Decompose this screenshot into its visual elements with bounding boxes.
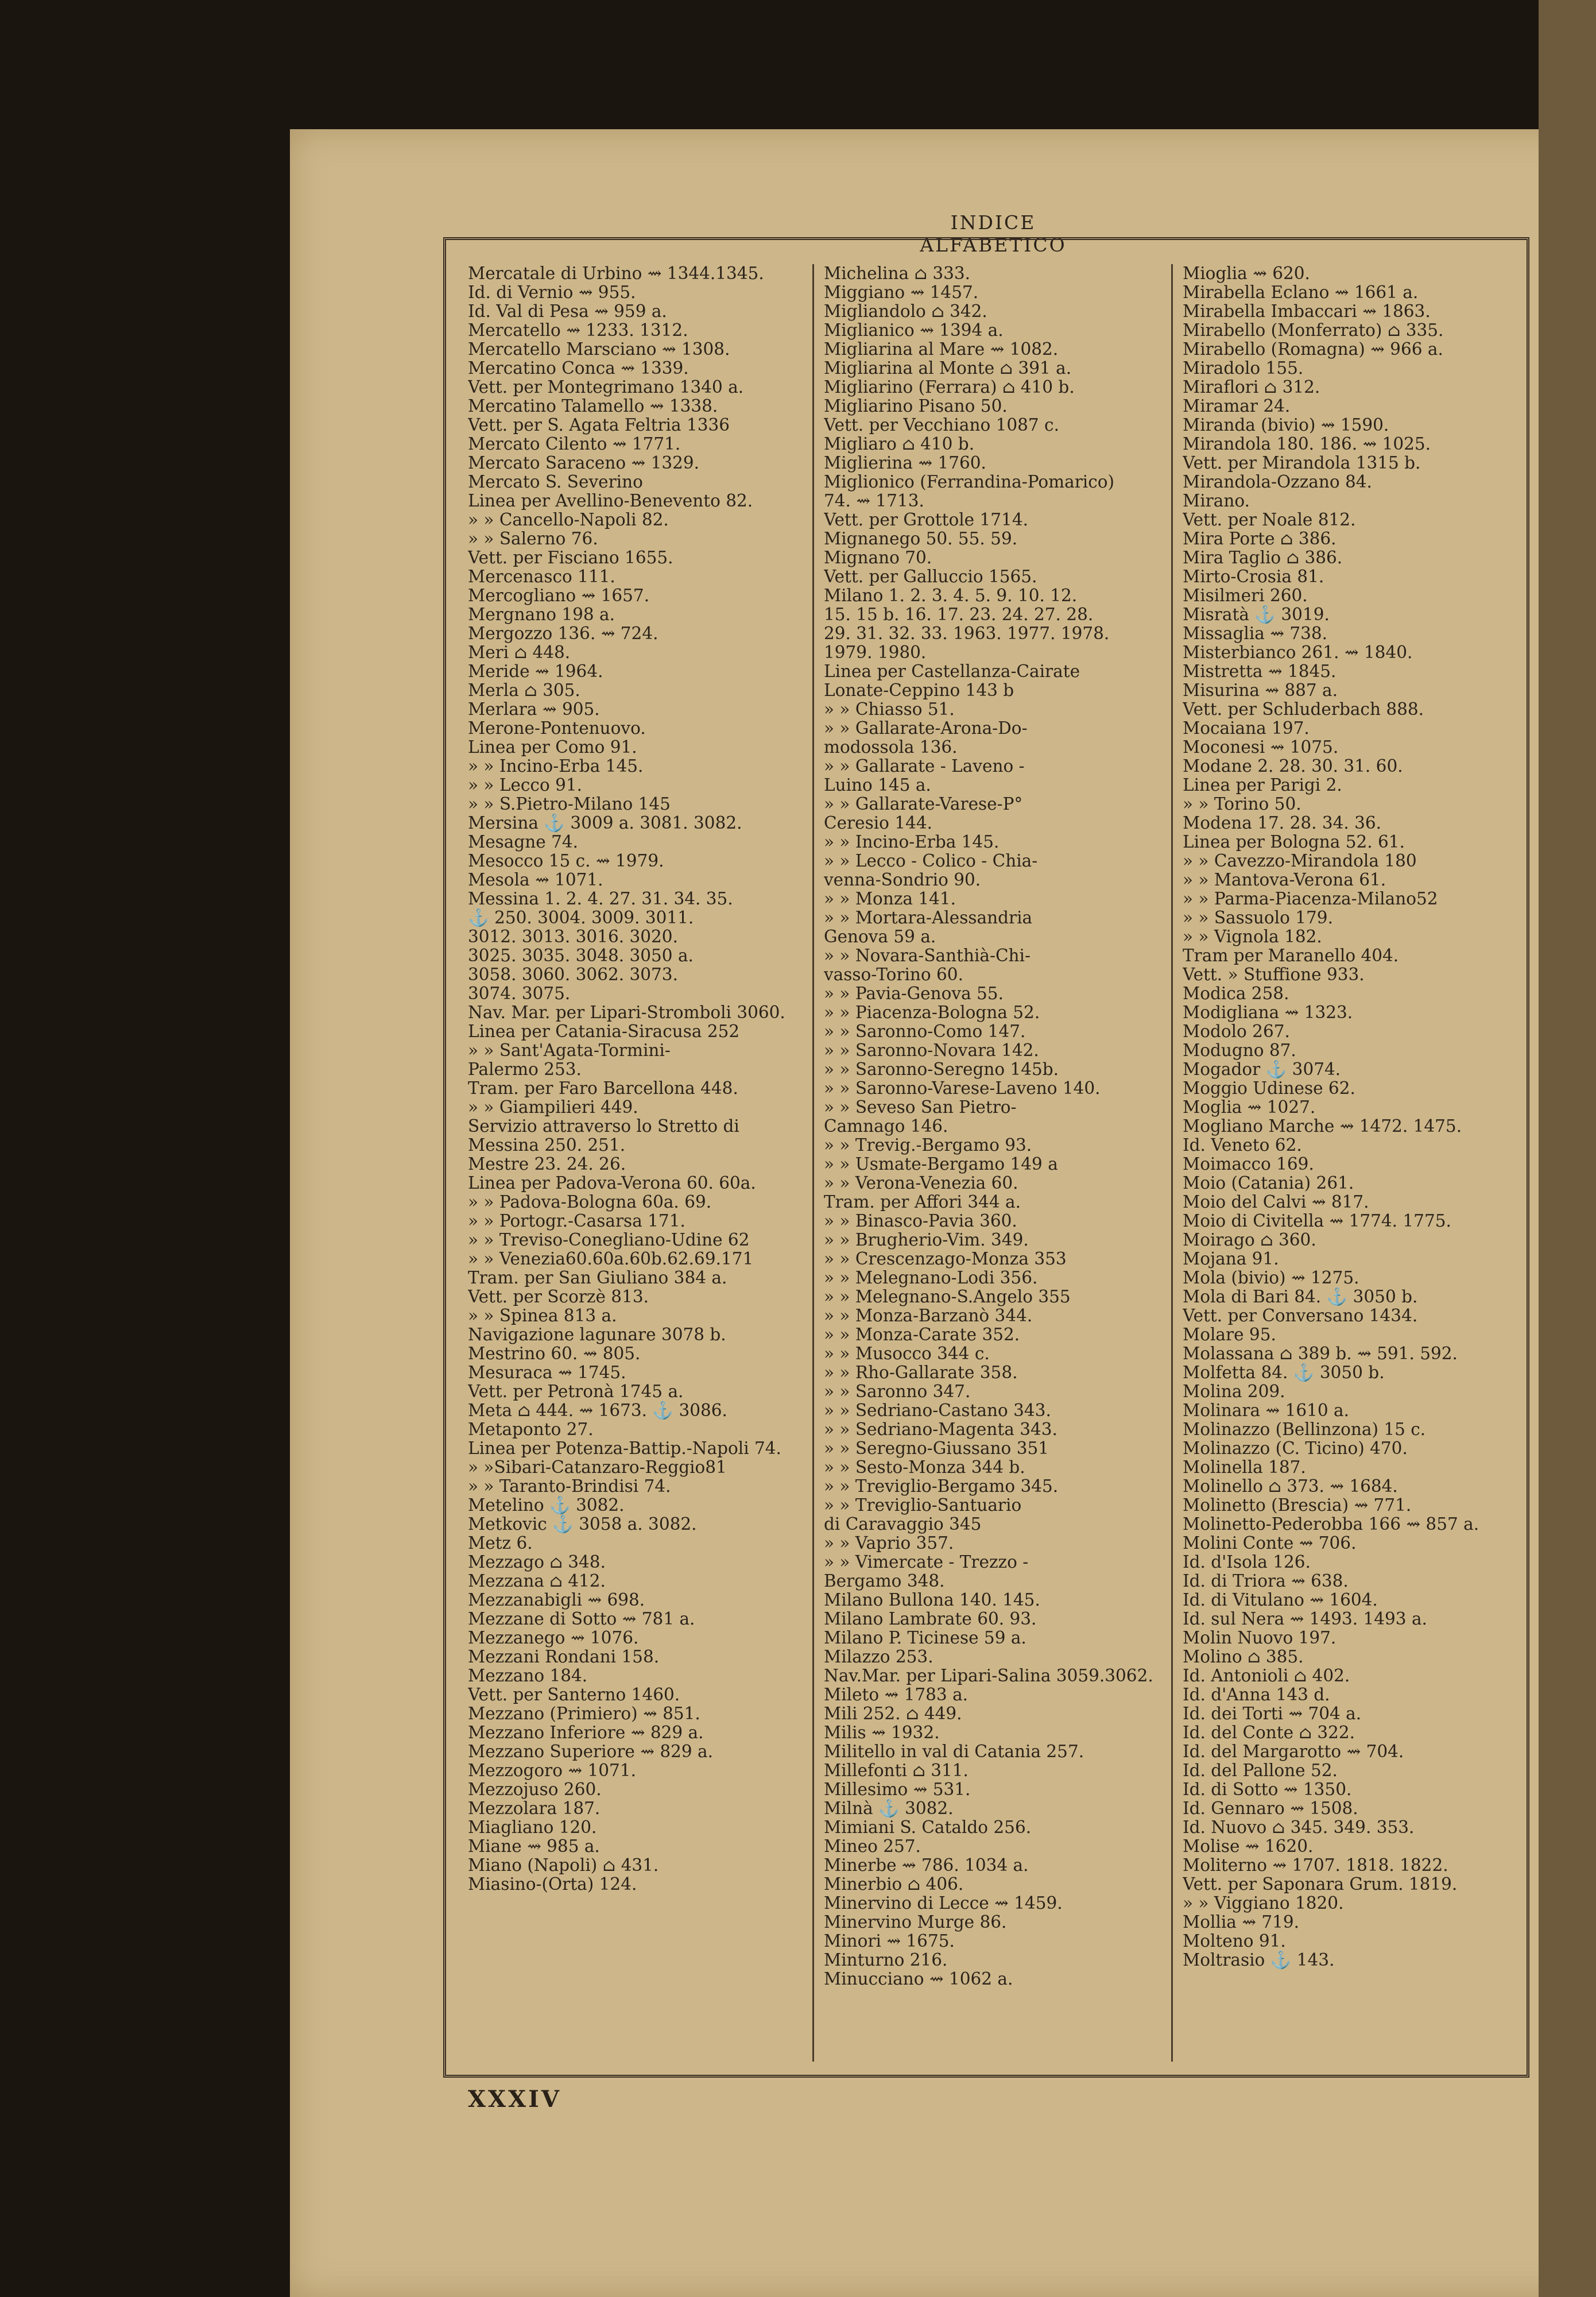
index-entry: Migliandolo ⌂ 342. [824,301,987,321]
index-entry: Moliterno ⇝ 1707. 1818. 1822. [1183,1855,1448,1875]
index-entry: Moio di Civitella ⇝ 1774. 1775. [1183,1211,1451,1231]
index-entry: Mistretta ⇝ 1845. [1183,662,1337,681]
index-entry: Miglionico (Ferrandina-Pomarico) [824,472,1115,492]
index-entry: » » Seveso San Pietro- [824,1097,1017,1117]
index-entry: Meta ⌂ 444. ⇝ 1673. ⚓ 3086. [468,1401,727,1420]
index-entry: Mirto-Crosia 81. [1183,567,1324,586]
index-entry: Mezzanabigli ⇝ 698. [468,1590,645,1610]
index-entry: » » Cavezzo-Mirandola 180 [1183,851,1417,871]
index-entry: Milano Lambrate 60. 93. [824,1609,1037,1629]
index-entry: Mezzano (Primiero) ⇝ 851. [468,1704,700,1723]
index-entry: » » Treviso-Conegliano-Udine 62 [468,1230,750,1250]
index-entry: Id. d'Anna 143 d. [1183,1685,1330,1704]
index-entry: Id. dei Torti ⇝ 704 a. [1183,1704,1362,1723]
index-entry: Merla ⌂ 305. [468,680,580,700]
index-entry: Mercenasco 111. [468,567,615,586]
index-entry: Metkovic ⚓ 3058 a. 3082. [468,1514,697,1534]
index-entry: Migliaro ⌂ 410 b. [824,434,975,454]
index-entry: Vett. per Vecchiano 1087 c. [824,415,1059,435]
index-entry: Mezzojuso 260. [468,1780,602,1799]
index-entry: Mogador ⚓ 3074. [1183,1059,1341,1079]
index-entry: Migliarina al Monte ⌂ 391 a. [824,358,1072,378]
index-entry: Mezzogoro ⇝ 1071. [468,1761,636,1780]
index-entry: Moio (Catania) 261. [1183,1173,1354,1193]
index-entry: Mineo 257. [824,1836,921,1856]
index-entry: Id. di Triora ⇝ 638. [1183,1571,1349,1591]
index-entry: » » Pavia-Genova 55. [824,984,1004,1003]
index-entry: Molise ⇝ 1620. [1183,1836,1314,1856]
index-entry: Mestre 23. 24. 26. [468,1154,626,1174]
index-entry: » » Cancello-Napoli 82. [468,510,669,529]
index-entry: Camnago 146. [824,1116,948,1136]
index-entry: Mirabella Eclano ⇝ 1661 a. [1183,283,1419,302]
index-entry: Palermo 253. [468,1059,582,1079]
index-entry: Moggio Udinese 62. [1183,1078,1355,1098]
index-entry: Id. sul Nera ⇝ 1493. 1493 a. [1183,1609,1427,1629]
index-entry: Milano P. Ticinese 59 a. [824,1628,1026,1648]
index-entry: Mirandola-Ozzano 84. [1183,472,1372,492]
index-entry: » » S.Pietro-Milano 145 [468,794,671,814]
index-entry: Id. Nuovo ⌂ 345. 349. 353. [1183,1818,1415,1837]
index-entry: 3074. 3075. [468,984,571,1003]
index-entry: Vett. per Galluccio 1565. [824,567,1037,586]
index-entry: Id. del Pallone 52. [1183,1761,1338,1780]
index-column-1 [468,264,807,2067]
index-entry: Tram per Maranello 404. [1183,946,1399,965]
index-entry: » » Parma-Piacenza-Milano52 [1183,889,1438,908]
index-entry: 3058. 3060. 3062. 3073. [468,965,678,984]
index-entry: » » Padova-Bologna 60a. 69. [468,1192,712,1212]
index-entry: » » Treviglio-Santuario [824,1495,1022,1515]
index-entry: Id. d'Isola 126. [1183,1552,1311,1572]
index-entry: Linea per Como 91. [468,737,637,757]
index-entry: » » Lecco - Colico - Chia- [824,851,1038,871]
index-entry: Mirabello (Monferrato) ⌂ 335. [1183,320,1444,340]
index-entry: Molina 209. [1183,1382,1285,1401]
index-entry: vasso-Torino 60. [824,965,963,984]
index-entry: Molinetto (Brescia) ⇝ 771. [1183,1495,1412,1515]
index-entry: » » Saronno-Como 147. [824,1022,1026,1041]
index-entry: Vett. per Petronà 1745 a. [468,1382,684,1401]
index-entry: 3025. 3035. 3048. 3050 a. [468,946,694,965]
index-entry: Vett. per Grottole 1714. [824,510,1028,529]
index-entry: modossola 136. [824,737,958,757]
index-entry: » » Mantova-Verona 61. [1183,870,1386,890]
index-entry: Mirabella Imbaccari ⇝ 1863. [1183,301,1431,321]
index-entry: Id. Val di Pesa ⇝ 959 a. [468,301,667,321]
index-entry: Mezzolara 187. [468,1799,601,1818]
index-entry: » » Spinea 813 a. [468,1306,617,1325]
index-entry: Milnà ⚓ 3082. [824,1799,954,1818]
index-entry: » » Novara-Santhià-Chi- [824,946,1031,965]
index-entry: Vett. per Saponara Grum. 1819. [1183,1874,1458,1894]
index-entry: Modane 2. 28. 30. 31. 60. [1183,756,1403,776]
index-entry: Miraflori ⌂ 312. [1183,377,1320,397]
index-entry: » » Gallarate - Laveno - [824,756,1025,776]
index-entry: Michelina ⌂ 333. [824,264,971,283]
index-entry: » » Sassuolo 179. [1183,908,1333,927]
index-entry: Vett. per Conversano 1434. [1183,1306,1418,1325]
index-entry: Molare 95. [1183,1325,1276,1344]
index-entry: Misratà ⚓ 3019. [1183,605,1330,624]
index-entry: » » Saronno-Seregno 145b. [824,1059,1059,1079]
index-entry: 15. 15 b. 16. 17. 23. 24. 27. 28. [824,605,1094,624]
index-entry: Id. di Vernio ⇝ 955. [468,283,636,302]
index-entry: Linea per Avellino-Benevento 82. [468,491,753,511]
index-entry: » » Saronno 347. [824,1382,971,1401]
index-entry: Molinara ⇝ 1610 a. [1183,1401,1350,1420]
index-entry: » » Vaprio 357. [824,1533,954,1553]
index-entry: Mogliano Marche ⇝ 1472. 1475. [1183,1116,1462,1136]
index-entry: Migliarina al Mare ⇝ 1082. [824,339,1059,359]
index-entry: Mesuraca ⇝ 1745. [468,1363,626,1382]
index-entry: Molinazzo (C. Ticino) 470. [1183,1438,1408,1458]
index-entry: Moio del Calvi ⇝ 817. [1183,1192,1369,1212]
index-entry: Id. Gennaro ⇝ 1508. [1183,1799,1358,1818]
index-entry: » » Crescenzago-Monza 353 [824,1249,1067,1269]
index-entry: Vett. per Schluderbach 888. [1183,699,1424,719]
index-entry: » » Verona-Venezia 60. [824,1173,1018,1193]
index-entry: Merone-Pontenuovo. [468,718,646,738]
index-entry: Mercatino Talamello ⇝ 1338. [468,396,718,416]
page-number: XXXIV [468,2086,561,2113]
index-entry: » » Lecco 91. [468,775,582,795]
index-entry: Miagliano 120. [468,1818,597,1837]
index-entry: Bergamo 348. [824,1571,945,1591]
index-entry: Id. del Conte ⌂ 322. [1183,1723,1355,1742]
index-entry: Militello in val di Catania 257. [824,1742,1084,1761]
index-entry: » » Sedriano-Magenta 343. [824,1420,1057,1439]
index-entry: » » Taranto-Brindisi 74. [468,1476,671,1496]
index-entry: di Caravaggio 345 [824,1514,982,1534]
index-entry: Mileto ⇝ 1783 a. [824,1685,969,1704]
index-entry: Minerbe ⇝ 786. 1034 a. [824,1855,1029,1875]
index-entry: venna-Sondrio 90. [824,870,981,890]
index-entry: » » Piacenza-Bologna 52. [824,1003,1040,1022]
index-entry: Metaponto 27. [468,1420,594,1439]
index-entry: Molinella 187. [1183,1457,1306,1477]
index-entry: Mirandola 180. 186. ⇝ 1025. [1183,434,1431,454]
index-entry: Servizio attraverso lo Stretto di [468,1116,739,1136]
index-entry: » »Sibari-Catanzaro-Reggio81 [468,1457,727,1477]
index-entry: Molin Nuovo 197. [1183,1628,1337,1648]
index-entry: » » Venezia60.60a.60b.62.69.171 [468,1249,754,1269]
index-entry: Metelino ⚓ 3082. [468,1495,625,1515]
index-entry: Molinazzo (Bellinzona) 15 c. [1183,1420,1426,1439]
index-entry: Meride ⇝ 1964. [468,662,603,681]
index-entry: » » Viggiano 1820. [1183,1893,1344,1913]
index-entry: Misilmeri 260. [1183,586,1308,605]
index-entry: » » Gallarate-Varese-P° [824,794,1023,814]
index-entry: Vett. per Montegrimano 1340 a. [468,377,744,397]
index-entry: Messina 250. 251. [468,1135,626,1155]
index-entry: Miggiano ⇝ 1457. [824,283,979,302]
index-entry: » » Giampilieri 449. [468,1097,638,1117]
index-entry: » » Salerno 76. [468,529,598,548]
index-entry: Meri ⌂ 448. [468,643,571,662]
index-entry: Miradolo 155. [1183,358,1304,378]
index-entry: Miranda (bivio) ⇝ 1590. [1183,415,1389,435]
index-entry: Molini Conte ⇝ 706. [1183,1533,1357,1553]
index-entry: » » Vimercate - Trezzo - [824,1552,1029,1572]
index-entry: Mercatello Marsciano ⇝ 1308. [468,339,730,359]
index-entry: Molino ⌂ 385. [1183,1647,1304,1666]
index-entry: Molfetta 84. ⚓ 3050 b. [1183,1363,1385,1382]
index-entry: Mola di Bari 84. ⚓ 3050 b. [1183,1287,1418,1306]
index-entry: Mezzano Superiore ⇝ 829 a. [468,1742,714,1761]
index-entry: Mesola ⇝ 1071. [468,870,603,890]
index-entry: Millefonti ⌂ 311. [824,1761,969,1780]
index-entry: » » Vignola 182. [1183,927,1322,946]
index-entry: Lonate-Ceppino 143 b [824,680,1014,700]
index-entry: Id. di Vitulano ⇝ 1604. [1183,1590,1378,1610]
index-entry: Mergozzo 136. ⇝ 724. [468,624,658,643]
column-rule [812,264,814,2062]
index-entry: Linea per Catania-Siracusa 252 [468,1022,740,1041]
index-entry: Minervino Murge 86. [824,1912,1007,1932]
index-entry: Mersina ⚓ 3009 a. 3081. 3082. [468,813,742,833]
index-entry: » » Monza-Barzanò 344. [824,1306,1033,1325]
index-entry: Mignano 70. [824,548,932,567]
index-entry: Id. Veneto 62. [1183,1135,1302,1155]
index-entry: Migliarino (Ferrara) ⌂ 410 b. [824,377,1075,397]
index-entry: Mola (bivio) ⇝ 1275. [1183,1268,1359,1287]
page-header: INDICE ALFABETICO [920,211,1067,256]
index-entry: Moimacco 169. [1183,1154,1314,1174]
index-entry: » » Chiasso 51. [824,699,955,719]
index-column-3 [1183,264,1521,2067]
index-entry: Moirago ⌂ 360. [1183,1230,1316,1250]
index-entry: Mercato S. Severino [468,472,643,492]
index-entry: » » Melegnano-S.Angelo 355 [824,1287,1071,1306]
index-entry: Linea per Padova-Verona 60. 60a. [468,1173,756,1193]
index-entry: » » Sedriano-Castano 343. [824,1401,1051,1420]
index-entry: Molteno 91. [1183,1931,1286,1951]
index-entry: Mesagne 74. [468,832,579,852]
index-entry: Mignanego 50. 55. 59. [824,529,1018,548]
index-entry: Molassana ⌂ 389 b. ⇝ 591. 592. [1183,1344,1458,1363]
index-entry: Miglierina ⇝ 1760. [824,453,986,473]
index-entry: Moglia ⇝ 1027. [1183,1097,1316,1117]
index-entry: Mercogliano ⇝ 1657. [468,586,650,605]
index-entry: Modena 17. 28. 34. 36. [1183,813,1382,833]
index-entry: Mimiani S. Cataldo 256. [824,1818,1032,1837]
index-entry: Mercato Cilento ⇝ 1771. [468,434,681,454]
index-entry: ⚓ 250. 3004. 3009. 3011. [468,908,694,927]
index-entry: Miane ⇝ 985 a. [468,1836,600,1856]
index-entry: Mestrino 60. ⇝ 805. [468,1344,641,1363]
index-entry: Mezzanego ⇝ 1076. [468,1628,639,1648]
index-entry: » » Sesto-Monza 344 b. [824,1457,1025,1477]
index-entry: Vett. per Scorzè 813. [468,1287,649,1306]
index-entry: Mezzago ⌂ 348. [468,1552,606,1572]
index-entry: Vett. per Fisciano 1655. [468,548,673,567]
index-entry: Mezzana ⌂ 412. [468,1571,606,1591]
index-entry: Merlara ⇝ 905. [468,699,600,719]
index-entry: Vett. » Stuffione 933. [1183,965,1365,984]
index-entry: Moconesi ⇝ 1075. [1183,737,1339,757]
index-entry: Minori ⇝ 1675. [824,1931,955,1951]
index-entry: Messina 1. 2. 4. 27. 31. 34. 35. [468,889,733,908]
index-entry: Navigazione lagunare 3078 b. [468,1325,726,1344]
index-entry: Tram. per San Giuliano 384 a. [468,1268,727,1287]
index-entry: Millesimo ⇝ 531. [824,1780,971,1799]
index-entry: » » Torino 50. [1183,794,1301,814]
index-entry: Luino 145 a. [824,775,931,795]
index-entry: » » Treviglio-Bergamo 345. [824,1476,1059,1496]
index-entry: » » Sant'Agata-Tormini- [468,1041,671,1060]
index-entry: » » Trevig.-Bergamo 93. [824,1135,1032,1155]
index-entry: Misterbianco 261. ⇝ 1840. [1183,643,1413,662]
index-entry: Mesocco 15 c. ⇝ 1979. [468,851,664,871]
index-entry: » » Saronno-Novara 142. [824,1041,1039,1060]
index-entry: » » Portogr.-Casarsa 171. [468,1211,685,1231]
index-entry: Molinetto-Pederobba 166 ⇝ 857 a. [1183,1514,1479,1534]
index-entry: Moltrasio ⚓ 143. [1183,1950,1335,1970]
index-entry: » » Incino-Erba 145. [824,832,1000,852]
index-entry: Mili 252. ⌂ 449. [824,1704,962,1723]
index-entry: Minucciano ⇝ 1062 a. [824,1969,1013,1989]
index-entry: Id. Antonioli ⌂ 402. [1183,1666,1350,1685]
index-entry: Mira Taglio ⌂ 386. [1183,548,1343,567]
index-entry: 29. 31. 32. 33. 1963. 1977. 1978. [824,624,1110,643]
index-column-2 [824,264,1163,2067]
index-entry: Mercatale di Urbino ⇝ 1344.1345. [468,264,764,283]
index-entry: Mioglia ⇝ 620. [1183,264,1310,283]
book-spine [1539,0,1596,2297]
index-entry: Milano 1. 2. 3. 4. 5. 9. 10. 12. [824,586,1078,605]
index-entry: Mercatello ⇝ 1233. 1312. [468,320,688,340]
index-entry: Miano (Napoli) ⌂ 431. [468,1855,659,1875]
index-entry: Minturno 216. [824,1950,948,1970]
index-entry: Modugno 87. [1183,1041,1296,1060]
index-entry: Tram. per Affori 344 a. [824,1192,1021,1212]
index-entry: Vett. per Mirandola 1315 b. [1183,453,1421,473]
index-entry: Molinello ⌂ 373. ⇝ 1684. [1183,1476,1398,1496]
index-entry: Nav. Mar. per Lipari-Stromboli 3060. [468,1003,785,1022]
index-entry: Minervino di Lecce ⇝ 1459. [824,1893,1063,1913]
index-entry: 74. ⇝ 1713. [824,491,924,511]
index-entry: Vett. per Noale 812. [1183,510,1356,529]
index-entry: 3012. 3013. 3016. 3020. [468,927,678,946]
index-entry: » » Rho-Gallarate 358. [824,1363,1018,1382]
index-entry: » » Saronno-Varese-Laveno 140. [824,1078,1101,1098]
index-entry: » » Melegnano-Lodi 356. [824,1268,1038,1287]
index-entry: Metz 6. [468,1533,533,1553]
index-entry: Milazzo 253. [824,1647,933,1666]
index-entry: Mira Porte ⌂ 386. [1183,529,1337,548]
index-entry: Linea per Castellanza-Cairate [824,662,1080,681]
index-entry: » » Monza 141. [824,889,956,908]
index-entry: Missaglia ⇝ 738. [1183,624,1328,643]
index-entry: Milano Bullona 140. 145. [824,1590,1040,1610]
index-entry: 1979. 1980. [824,643,927,662]
column-rule [1171,264,1173,2062]
index-entry: » » Brugherio-Vim. 349. [824,1230,1029,1250]
index-entry: Mezzano Inferiore ⇝ 829 a. [468,1723,704,1742]
index-entry: Mezzane di Sotto ⇝ 781 a. [468,1609,695,1629]
index-entry: Id. di Sotto ⇝ 1350. [1183,1780,1352,1799]
index-entry: Milis ⇝ 1932. [824,1723,940,1742]
index-entry: Linea per Potenza-Battip.-Napoli 74. [468,1438,781,1458]
index-entry: Tram. per Faro Barcellona 448. [468,1078,738,1098]
index-entry: » » Seregno-Giussano 351 [824,1438,1049,1458]
index-entry: » » Gallarate-Arona-Do- [824,718,1028,738]
index-entry: Mergnano 198 a. [468,605,615,624]
index-entry: Nav.Mar. per Lipari-Salina 3059.3062. [824,1666,1153,1685]
index-entry: Mercato Saraceno ⇝ 1329. [468,453,700,473]
index-entry: Migliarino Pisano 50. [824,396,1008,416]
index-entry: Modigliana ⇝ 1323. [1183,1003,1353,1022]
index-entry: » » Mortara-Alessandria [824,908,1033,927]
index-entry: Genova 59 a. [824,927,936,946]
index-entry: Miglianico ⇝ 1394 a. [824,320,1004,340]
index-entry: Vett. per Santerno 1460. [468,1685,680,1704]
index-entry: Mirabello (Romagna) ⇝ 966 a. [1183,339,1443,359]
index-entry: Miramar 24. [1183,396,1291,416]
index-entry: Modolo 267. [1183,1022,1290,1041]
index-entry: Mezzano 184. [468,1666,588,1685]
index-entry: Mirano. [1183,491,1250,511]
index-entry: Mollia ⇝ 719. [1183,1912,1300,1932]
index-entry: Ceresio 144. [824,813,932,833]
index-entry: Mercatino Conca ⇝ 1339. [468,358,689,378]
index-entry: Linea per Bologna 52. 61. [1183,832,1405,852]
index-entry: Linea per Parigi 2. [1183,775,1342,795]
index-entry: » » Binasco-Pavia 360. [824,1211,1017,1231]
index-entry: » » Monza-Carate 352. [824,1325,1020,1344]
index-entry: Misurina ⇝ 887 a. [1183,680,1338,700]
index-entry: » » Incino-Erba 145. [468,756,644,776]
index-entry: » » Usmate-Bergamo 149 a [824,1154,1058,1174]
index-entry: Miasino-(Orta) 124. [468,1874,637,1894]
index-entry: Modica 258. [1183,984,1289,1003]
index-entry: Vett. per S. Agata Feltria 1336 [468,415,730,435]
index-entry: Id. del Margarotto ⇝ 704. [1183,1742,1404,1761]
index-entry: » » Musocco 344 c. [824,1344,990,1363]
index-entry: Mojana 91. [1183,1249,1279,1269]
index-entry: Mocaiana 197. [1183,718,1310,738]
index-entry: Mezzani Rondani 158. [468,1647,660,1666]
index-entry: Minerbio ⌂ 406. [824,1874,964,1894]
